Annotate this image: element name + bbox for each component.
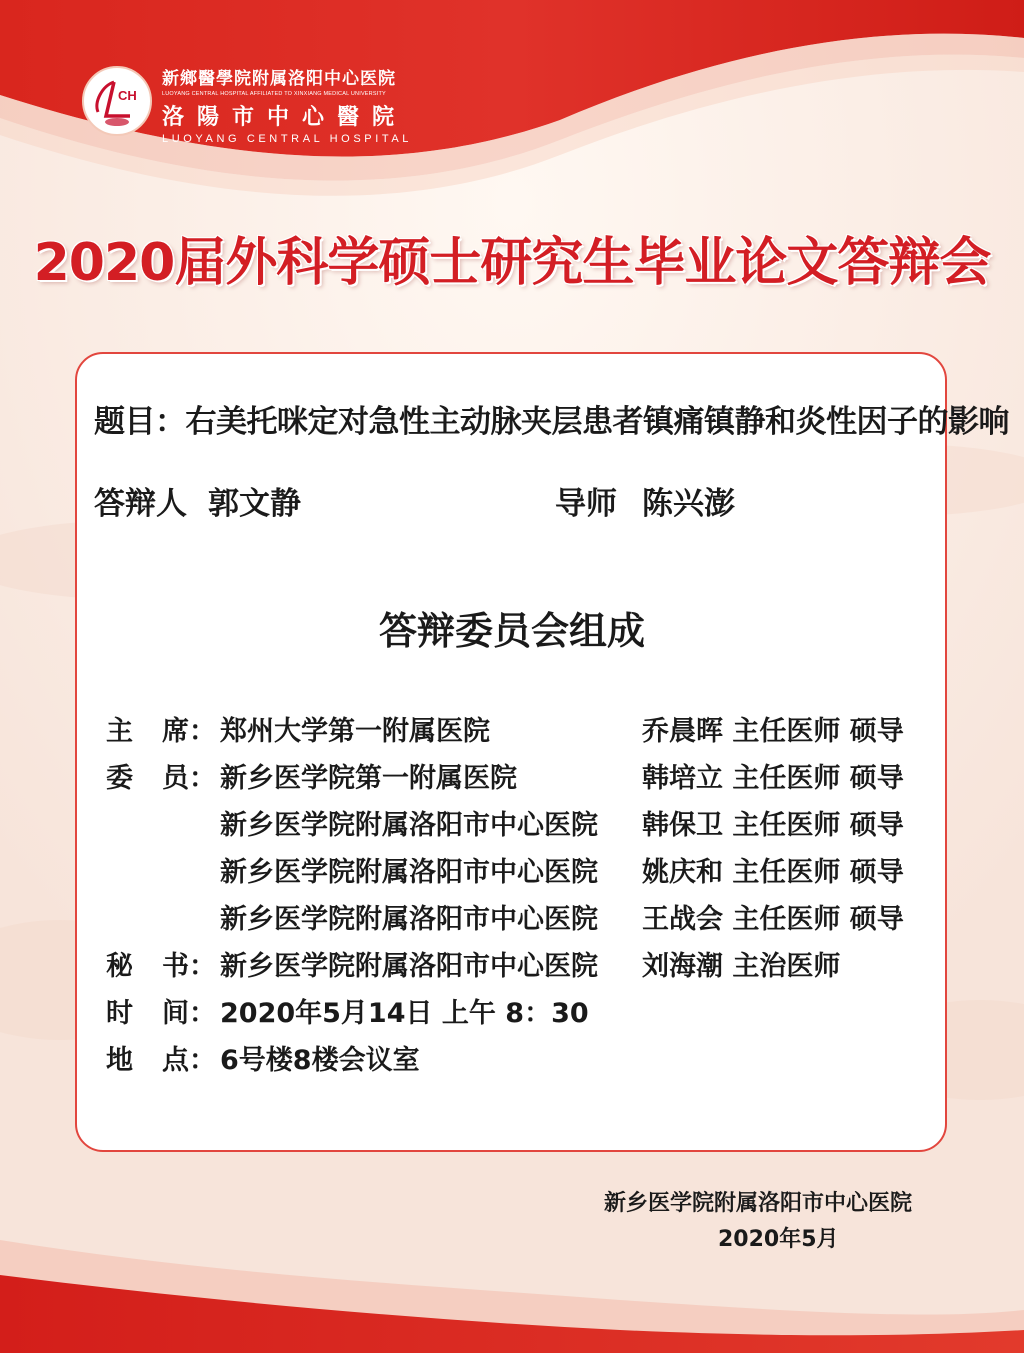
row-label-b: 席： xyxy=(162,716,216,747)
row-person: 刘海潮 主治医师 xyxy=(642,951,841,982)
row-organization: 6号楼8楼会议室 xyxy=(220,1045,420,1076)
row-organization: 新乡医学院附属洛阳市中心医院 xyxy=(220,810,598,841)
row-label-a: 地 xyxy=(106,1045,133,1076)
footer-organization: 新乡医学院附属洛阳市中心医院 xyxy=(604,1191,913,1216)
hospital-logo xyxy=(82,64,422,144)
logo-line-4: LUOYANG CENTRAL HOSPITAL xyxy=(162,133,413,145)
row-label-b: 间： xyxy=(162,998,216,1029)
footer-date: 2020年5月 xyxy=(718,1227,839,1252)
row-person: 王战会 主任医师 硕导 xyxy=(642,904,904,935)
row-label-a: 委 xyxy=(106,763,133,794)
advisor-label: 导师 xyxy=(555,486,617,522)
row-label-a: 时 xyxy=(106,998,133,1029)
row-organization: 新乡医学院附属洛阳市中心医院 xyxy=(220,951,598,982)
row-organization: 新乡医学院第一附属医院 xyxy=(220,763,517,794)
info-panel xyxy=(75,352,947,1152)
row-person: 韩培立 主任医师 硕导 xyxy=(642,763,904,794)
logo-emblem xyxy=(82,66,152,136)
row-label-a: 主 xyxy=(106,716,133,747)
committee-title: 答辩委员会组成 xyxy=(378,609,645,653)
advisor-name: 陈兴澎 xyxy=(642,486,735,522)
logo-wordmark xyxy=(162,64,412,145)
lch-emblem-icon xyxy=(84,68,150,134)
svg-text:CH: CH xyxy=(118,88,137,103)
defender-label: 答辩人 xyxy=(94,486,187,522)
row-label-a: 秘 xyxy=(106,951,133,982)
row-label-b: 点： xyxy=(162,1045,216,1076)
thesis-topic: 题目：右美托咪定对急性主动脉夹层患者镇痛镇静和炎性因子的影响 xyxy=(94,404,1009,440)
logo-line-3: 洛陽市中心醫院 xyxy=(162,104,408,130)
logo-line-1: 新鄉醫學院附属洛阳中心医院 xyxy=(162,69,396,89)
row-organization: 郑州大学第一附属医院 xyxy=(220,716,490,747)
row-organization: 2020年5月14日 上午 8：30 xyxy=(220,998,589,1029)
row-organization: 新乡医学院附属洛阳市中心医院 xyxy=(220,857,598,888)
row-person: 姚庆和 主任医师 硕导 xyxy=(642,857,904,888)
defender-name: 郭文静 xyxy=(208,486,301,522)
page-title: 2020届外科学硕士研究生毕业论文答辩会 xyxy=(33,233,991,293)
row-label-b: 书： xyxy=(162,951,216,982)
row-person: 乔晨晖 主任医师 硕导 xyxy=(642,716,904,747)
row-label-b: 员： xyxy=(162,763,216,794)
row-organization: 新乡医学院附属洛阳市中心医院 xyxy=(220,904,598,935)
row-person: 韩保卫 主任医师 硕导 xyxy=(642,810,904,841)
logo-line-2: LUOYANG CENTRAL HOSPITAL AFFILIATED TO XINXIANG MEDICAL UNIVERSITY xyxy=(162,91,386,97)
